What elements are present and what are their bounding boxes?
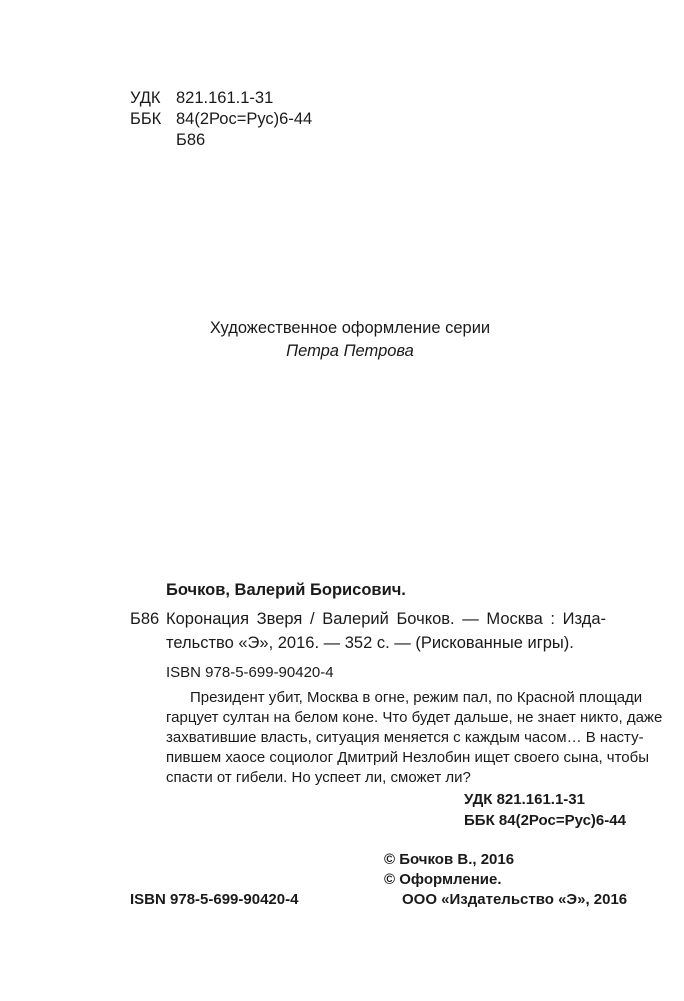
design-credit-line: Художественное оформление серии: [209, 319, 491, 337]
annotation-line: гарцует султан на белом коне. Что будет дальше, не знает никто, даже: [166, 709, 663, 726]
catalog-mark: Б86: [130, 610, 160, 628]
top-codes: [130, 88, 312, 150]
bbk-label: ББК: [130, 110, 162, 128]
bbk-value: 84(2Рос=Рус)6-44: [176, 110, 313, 128]
design-credit: [200, 318, 500, 361]
card-isbn: ISBN 978-5-699-90420-4: [166, 664, 334, 681]
author-heading: Бочков, Валерий Борисович.: [166, 581, 406, 599]
copyright-publisher: ООО «Издательство «Э», 2016: [402, 891, 628, 908]
card-udk: УДК 821.161.1-31: [464, 791, 585, 808]
bib-description: [166, 609, 606, 653]
annotation: [166, 688, 663, 788]
annotation-line: Президент убит, Москва в огне, режим пал, по Красной площади: [190, 689, 643, 706]
card-bbk: ББК 84(2Рос=Рус)6-44: [464, 812, 626, 829]
bib-line: тельство «Э», 2016. — 352 с. — (Рискованные игры).: [166, 634, 574, 652]
annotation-line: пившем хаосе социолог Дмитрий Незлобин ищет своего сына, чтобы: [166, 749, 650, 766]
udk-label: УДК: [130, 89, 161, 107]
author-mark: Б86: [176, 131, 206, 149]
designer-name: Петра Петрова: [286, 342, 414, 360]
copyright-block: [384, 850, 627, 910]
udk-value: 821.161.1-31: [176, 89, 274, 107]
copyright-design: © Оформление.: [384, 871, 502, 888]
annotation-line: спасти от гибели. Но успеет ли, сможет ли?: [166, 769, 471, 786]
annotation-line: захватившие власть, ситуация меняется с каждым часом… В насту-: [166, 729, 644, 746]
bottom-isbn: ISBN 978-5-699-90420-4: [130, 891, 299, 908]
bib-line: Коронация Зверя / Валерий Бочков. — Москва : Изда-: [166, 610, 606, 628]
copyright-author: © Бочков В., 2016: [384, 851, 515, 868]
